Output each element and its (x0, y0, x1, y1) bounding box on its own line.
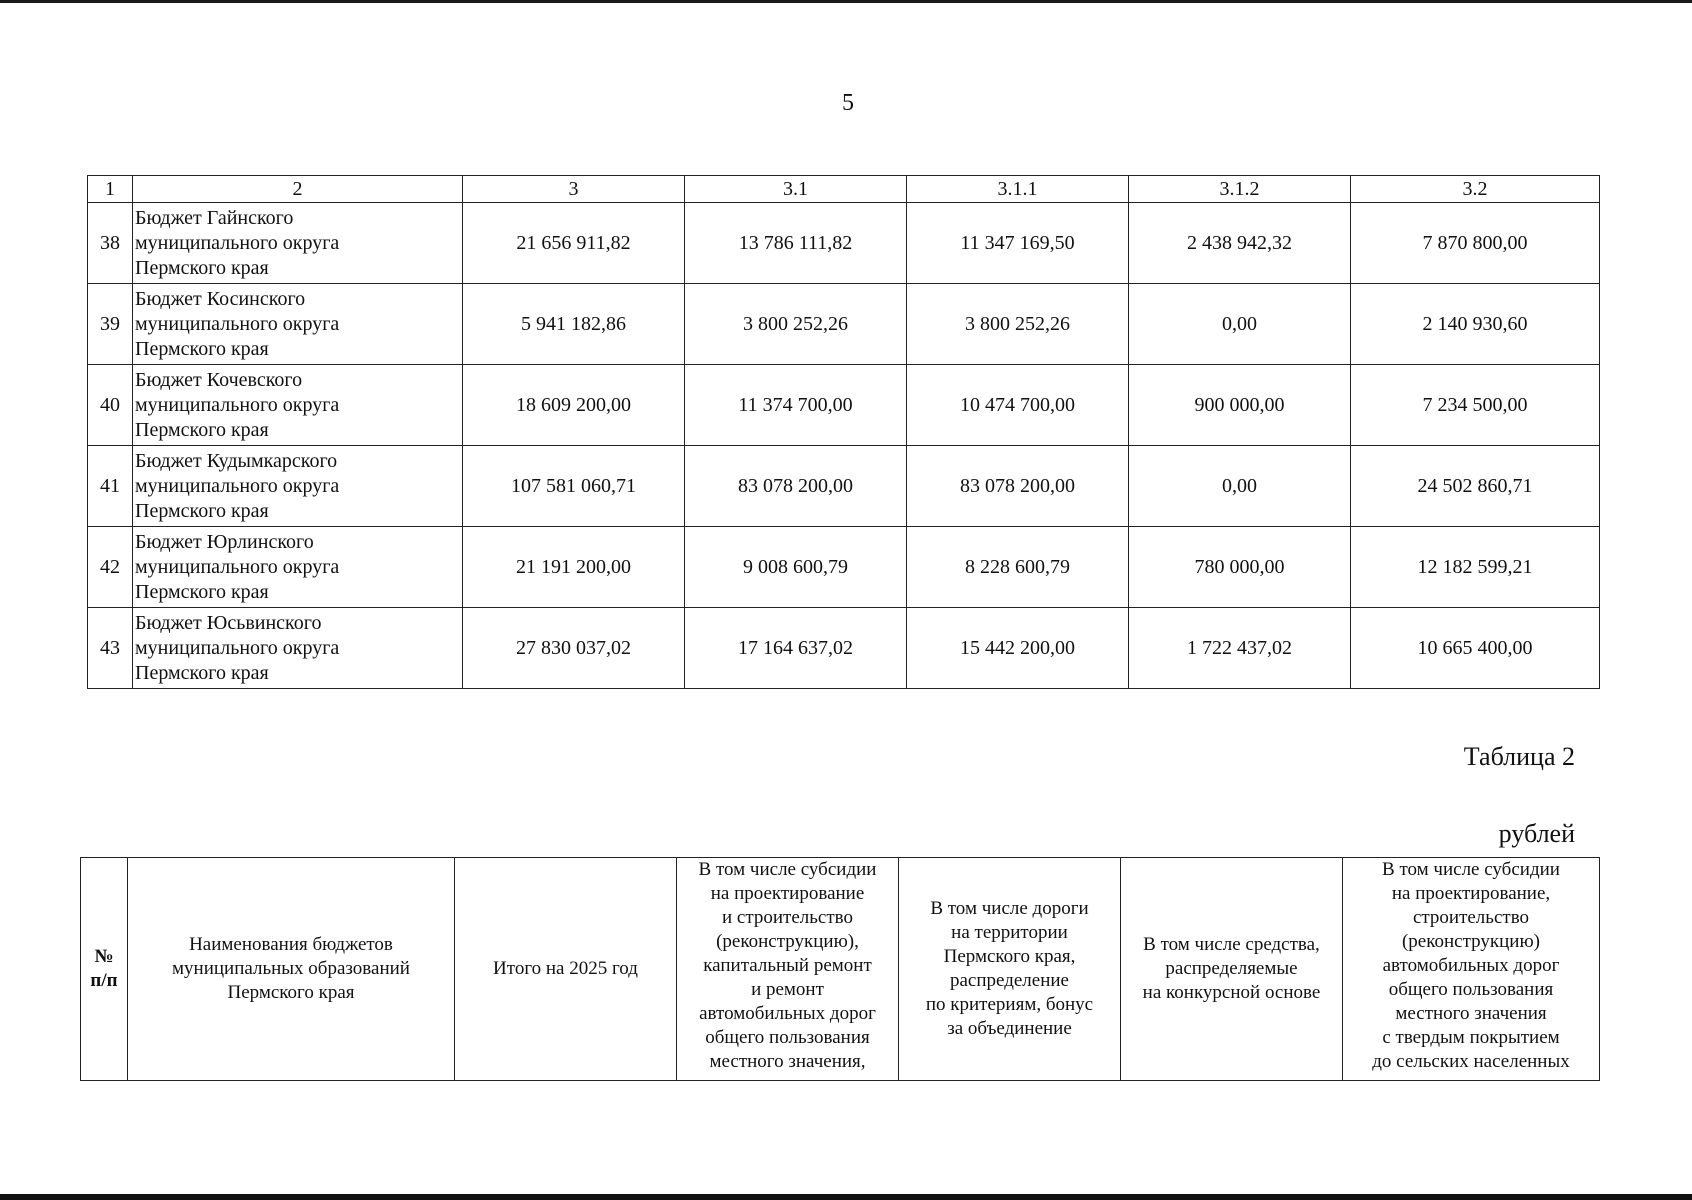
table1-header-cell: 3.2 (1351, 176, 1600, 203)
header-line: Наименования бюджетов (189, 934, 393, 955)
header-line: общего пользования (705, 1027, 870, 1048)
row-number: 42 (88, 527, 133, 608)
table2-header-number (81, 858, 128, 1081)
header-line: и строительство (721, 907, 853, 928)
table-row (88, 203, 1600, 284)
header-line: автомобильных дорог (699, 1003, 876, 1024)
header-line: местного значения, (709, 1051, 866, 1072)
amount-cell: 9 008 600,79 (685, 527, 907, 608)
budget-name-line: Пермского края (135, 256, 269, 279)
budget-name-line: муниципального округа (135, 312, 340, 335)
amount-cell: 27 830 037,02 (463, 608, 685, 689)
header-line: В том числе субсидии (698, 859, 877, 880)
budget-table-2-header (80, 857, 1600, 1081)
budget-name-line: Бюджет Юсьвинского (135, 611, 322, 634)
row-number: 43 (88, 608, 133, 689)
header-line: за объединение (947, 1018, 1072, 1039)
header-line: № (94, 946, 114, 967)
amount-cell: 10 474 700,00 (907, 365, 1129, 446)
table-row (88, 446, 1600, 527)
amount-cell: 0,00 (1129, 284, 1351, 365)
table1-header-cell: 3.1 (685, 176, 907, 203)
budget-name-line: Пермского края (135, 499, 269, 522)
header-line: с твердым покрытием (1382, 1027, 1560, 1048)
header-line: В том числе дороги (930, 898, 1089, 919)
amount-cell: 107 581 060,71 (463, 446, 685, 527)
budget-name-line: Бюджет Гайнского (135, 206, 294, 229)
table1-header-cell: 3.1.1 (907, 176, 1129, 203)
budget-name-line: Бюджет Кочевского (135, 368, 303, 391)
budget-name (133, 608, 463, 689)
table1-header-cell: 2 (133, 176, 463, 203)
amount-cell: 21 191 200,00 (463, 527, 685, 608)
table-2-units: рублей (1498, 819, 1575, 848)
budget-name (133, 203, 463, 284)
header-line: распределение (949, 970, 1069, 991)
amount-cell: 780 000,00 (1129, 527, 1351, 608)
header-line: Итого на 2025 год (493, 958, 638, 979)
row-number: 38 (88, 203, 133, 284)
header-line: Пермского края, (943, 946, 1076, 967)
amount-cell: 10 665 400,00 (1351, 608, 1600, 689)
amount-cell: 1 722 437,02 (1129, 608, 1351, 689)
header-line: на проектирование (710, 883, 865, 904)
header-line: (реконструкцию), (716, 931, 859, 952)
budget-name (133, 446, 463, 527)
header-line: на территории (951, 922, 1068, 943)
budget-name-line: Пермского края (135, 337, 269, 360)
table2-header-total-2025 (455, 858, 677, 1081)
amount-cell: 3 800 252,26 (685, 284, 907, 365)
header-line: местного значения (1395, 1003, 1547, 1024)
header-line: общего пользования (1388, 979, 1554, 1000)
amount-cell: 2 140 930,60 (1351, 284, 1600, 365)
table-row (88, 608, 1600, 689)
table1-header-cell: 1 (88, 176, 133, 203)
amount-cell: 18 609 200,00 (463, 365, 685, 446)
table1-header-cell: 3 (463, 176, 685, 203)
table-2-caption: Таблица 2 (1463, 742, 1575, 771)
header-line: на конкурсной основе (1142, 982, 1321, 1003)
budget-name-line: муниципального округа (135, 231, 340, 254)
header-line: до сельских населенных (1372, 1051, 1570, 1072)
header-line: Пермского края (227, 982, 355, 1003)
table1-header-row (88, 176, 1600, 203)
budget-name (133, 365, 463, 446)
header-line: автомобильных дорог (1382, 955, 1560, 976)
amount-cell: 11 374 700,00 (685, 365, 907, 446)
amount-cell: 83 078 200,00 (907, 446, 1129, 527)
budget-table-1 (87, 175, 1600, 689)
amount-cell: 7 234 500,00 (1351, 365, 1600, 446)
budget-name-line: муниципального округа (135, 393, 340, 416)
table2-header-competitive-funds (1121, 858, 1343, 1081)
row-number: 40 (88, 365, 133, 446)
header-line: по критериям, бонус (925, 994, 1094, 1015)
table1-header-cell: 3.1.2 (1129, 176, 1351, 203)
table2-header-row (81, 858, 1600, 1081)
budget-name-line: муниципального округа (135, 474, 340, 497)
header-line: и ремонт (751, 979, 824, 1000)
table2-header-subsidies-rural-roads (1343, 858, 1600, 1081)
amount-cell: 24 502 860,71 (1351, 446, 1600, 527)
budget-name-line: Бюджет Кудымкарского (135, 449, 338, 472)
table2-header-budget-names (128, 858, 455, 1081)
budget-name-line: муниципального округа (135, 636, 340, 659)
amount-cell: 17 164 637,02 (685, 608, 907, 689)
amount-cell: 2 438 942,32 (1129, 203, 1351, 284)
table-row (88, 527, 1600, 608)
amount-cell: 15 442 200,00 (907, 608, 1129, 689)
budget-name-line: Пермского края (135, 418, 269, 441)
header-line: В том числе средства, (1143, 934, 1320, 955)
amount-cell: 3 800 252,26 (907, 284, 1129, 365)
page-number: 5 (842, 90, 854, 116)
amount-cell: 900 000,00 (1129, 365, 1351, 446)
amount-cell: 12 182 599,21 (1351, 527, 1600, 608)
budget-name (133, 284, 463, 365)
row-number: 41 (88, 446, 133, 527)
header-line: распределяемые (1165, 958, 1298, 979)
amount-cell: 5 941 182,86 (463, 284, 685, 365)
header-line: капитальный ремонт (703, 955, 872, 976)
table-row (88, 284, 1600, 365)
budget-name-line: Бюджет Косинского (135, 287, 306, 310)
table2-header-roads-criteria (899, 858, 1121, 1081)
header-line: (реконструкцию) (1401, 931, 1540, 952)
scan-edge-bottom (0, 1194, 1692, 1200)
amount-cell: 8 228 600,79 (907, 527, 1129, 608)
amount-cell: 7 870 800,00 (1351, 203, 1600, 284)
budget-name-line: Пермского края (135, 661, 269, 684)
budget-name (133, 527, 463, 608)
header-line: строительство (1412, 907, 1530, 928)
budget-name-line: Пермского края (135, 580, 269, 603)
header-line: на проектирование, (1391, 883, 1551, 904)
scan-edge-top (0, 0, 1692, 3)
header-line: муниципальных образований (172, 958, 410, 979)
table-row (88, 365, 1600, 446)
header-line: В том числе субсидии (1382, 859, 1560, 880)
budget-name-line: Бюджет Юрлинского (135, 530, 314, 553)
amount-cell: 0,00 (1129, 446, 1351, 527)
amount-cell: 11 347 169,50 (907, 203, 1129, 284)
table2-header-subsidies-design (677, 858, 899, 1081)
amount-cell: 13 786 111,82 (685, 203, 907, 284)
header-line: п/п (90, 970, 118, 991)
amount-cell: 21 656 911,82 (463, 203, 685, 284)
row-number: 39 (88, 284, 133, 365)
amount-cell: 83 078 200,00 (685, 446, 907, 527)
budget-name-line: муниципального округа (135, 555, 340, 578)
